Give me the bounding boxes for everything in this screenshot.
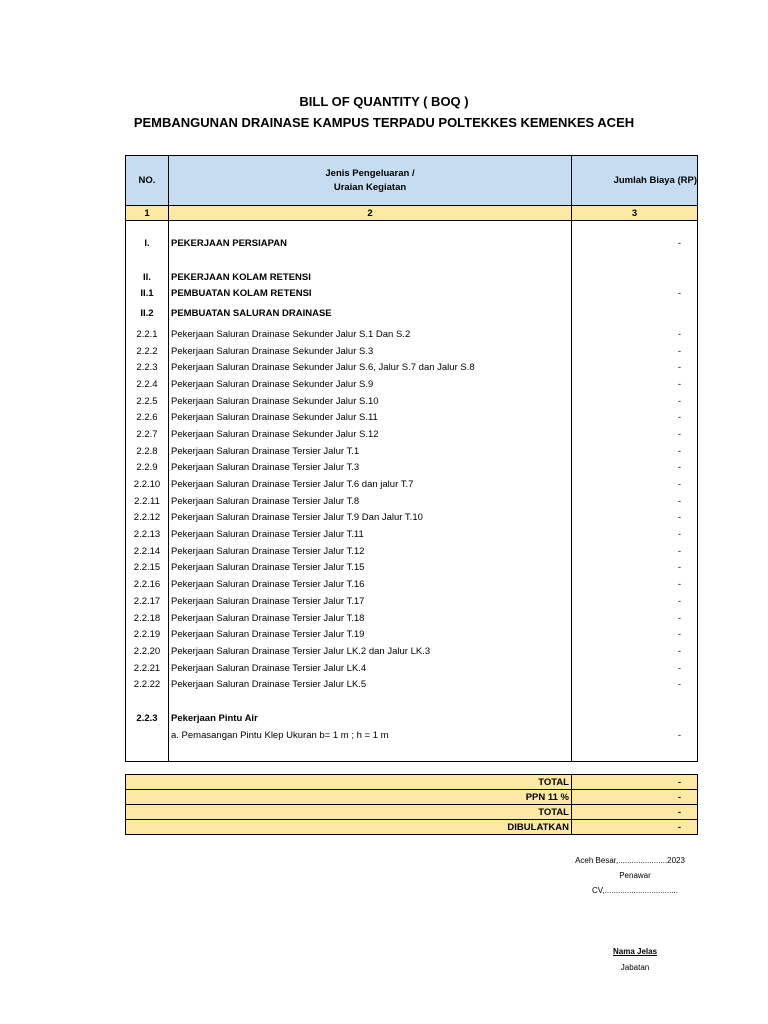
column-number-3: 3	[572, 206, 698, 221]
summary-row	[126, 790, 698, 805]
summary-label: PPN 11 %	[126, 790, 572, 805]
header-description-line1: Jenis Pengeluaran /	[325, 168, 415, 179]
subsection-no: 2.2.3	[126, 711, 169, 728]
table-row	[126, 627, 698, 644]
item-description: Pekerjaan Saluran Drainase Tersier Jalur T.19	[169, 627, 572, 644]
table-row	[126, 393, 698, 410]
spacer-row	[126, 221, 698, 236]
item-number: 2.2.12	[126, 510, 169, 527]
item-amount: -	[572, 644, 698, 661]
item-number: 2.2.4	[126, 377, 169, 394]
subsection-label: Pekerjaan Pintu Air	[169, 711, 572, 728]
column-number-1: 1	[126, 206, 169, 221]
summary-row	[126, 820, 698, 835]
item-description: Pekerjaan Saluran Drainase Sekunder Jalur S.11	[169, 410, 572, 427]
signature-position: Jabatan	[620, 963, 650, 972]
section-label: PEKERJAAN PERSIAPAN	[169, 236, 572, 252]
item-description: Pekerjaan Saluran Drainase Sekunder Jalur S.10	[169, 393, 572, 410]
signature-company: CV,.................................	[592, 886, 678, 895]
boq-table	[125, 155, 698, 762]
item-number: 2.2.17	[126, 594, 169, 611]
item-amount: -	[572, 677, 698, 694]
item-number: 2.2.15	[126, 560, 169, 577]
item-description: Pekerjaan Saluran Drainase Sekunder Jalur S.1 Dan S.2	[169, 327, 572, 344]
table-row	[126, 410, 698, 427]
summary-body	[126, 775, 698, 835]
column-number-2: 2	[169, 206, 572, 221]
item-amount: -	[572, 343, 698, 360]
item-amount: -	[572, 393, 698, 410]
table-row	[126, 427, 698, 444]
subsection-row-saluran-drainase	[126, 302, 698, 327]
item-number: 2.2.10	[126, 477, 169, 494]
item-number: 2.2.11	[126, 493, 169, 510]
item-description: Pekerjaan Saluran Drainase Tersier Jalur LK.2 dan Jalur LK.3	[169, 644, 572, 661]
item-description: Pekerjaan Saluran Drainase Sekunder Jalur S.9	[169, 377, 572, 394]
summary-label: TOTAL	[126, 775, 572, 790]
item-number: 2.2.9	[126, 460, 169, 477]
item-amount: -	[572, 594, 698, 611]
item-amount: -	[572, 527, 698, 544]
item-amount: -	[572, 660, 698, 677]
item-amount: -	[572, 560, 698, 577]
table-row	[126, 377, 698, 394]
spacer-row	[126, 252, 698, 270]
item-number: 2.2.5	[126, 393, 169, 410]
item-amount: -	[572, 327, 698, 344]
signature-name: Nama Jelas	[612, 947, 658, 956]
spacer-row	[126, 694, 698, 711]
table-row	[126, 460, 698, 477]
section-row-kolam-retensi	[126, 270, 698, 286]
table-row	[126, 660, 698, 677]
item-description: Pekerjaan Saluran Drainase Tersier Jalur T.17	[169, 594, 572, 611]
summary-value: -	[572, 790, 698, 805]
item-description: Pekerjaan Saluran Drainase Tersier Jalur T.1	[169, 443, 572, 460]
summary-label: DIBULATKAN	[126, 820, 572, 835]
subsection-no: II.2	[126, 302, 169, 327]
item-number: 2.2.13	[126, 527, 169, 544]
subsection-row-pembuatan-kolam	[126, 286, 698, 302]
item-amount: -	[572, 377, 698, 394]
table-row	[126, 594, 698, 611]
table-row	[126, 443, 698, 460]
summary-row	[126, 775, 698, 790]
item-description: Pekerjaan Saluran Drainase Tersier Jalur T.3	[169, 460, 572, 477]
item-description: Pekerjaan Saluran Drainase Sekunder Jalur S.12	[169, 427, 572, 444]
table-row	[126, 577, 698, 594]
item-description: Pekerjaan Saluran Drainase Tersier Jalur LK.5	[169, 677, 572, 694]
item-description: Pekerjaan Saluran Drainase Tersier Jalur T.12	[169, 543, 572, 560]
signature-place-date: Aceh Besar,......................2023	[575, 856, 685, 865]
header-description-line2: Uraian Kegiatan	[333, 182, 407, 193]
item-description: Pekerjaan Saluran Drainase Tersier Jalur T.18	[169, 610, 572, 627]
item-number: 2.2.8	[126, 443, 169, 460]
table-row	[126, 543, 698, 560]
subsection-no: II.1	[126, 286, 169, 302]
item-description: Pekerjaan Saluran Drainase Tersier Jalur T.8	[169, 493, 572, 510]
subsection-label: PEMBUATAN SALURAN DRAINASE	[169, 302, 572, 327]
table-row	[126, 644, 698, 661]
item-description: Pekerjaan Saluran Drainase Tersier Jalur T.11	[169, 527, 572, 544]
item-number: 2.2.19	[126, 627, 169, 644]
table-row	[126, 677, 698, 694]
subsection-row-pintu-air	[126, 711, 698, 728]
table-row	[126, 493, 698, 510]
item-amount: -	[572, 610, 698, 627]
item-number: 2.2.18	[126, 610, 169, 627]
table-row	[126, 343, 698, 360]
item-amount: -	[572, 360, 698, 377]
item-description: Pekerjaan Saluran Drainase Sekunder Jalur S.3	[169, 343, 572, 360]
item-amount: -	[572, 577, 698, 594]
item-amount: -	[572, 543, 698, 560]
item-description: Pekerjaan Saluran Drainase Tersier Jalur T.15	[169, 560, 572, 577]
item-number: 2.2.22	[126, 677, 169, 694]
summary-row	[126, 805, 698, 820]
document-title: BILL OF QUANTITY ( BOQ )	[299, 94, 469, 109]
section-no: II.	[126, 270, 169, 286]
item-number: 2.2.16	[126, 577, 169, 594]
summary-table	[125, 774, 698, 835]
section-row-persiapan	[126, 236, 698, 252]
item-amount: -	[572, 427, 698, 444]
summary-value: -	[572, 805, 698, 820]
header-amount: Jumlah Biaya (RP)	[572, 156, 698, 206]
item-number: 2.2.14	[126, 543, 169, 560]
item-description: Pekerjaan Saluran Drainase Tersier Jalur T.6 dan jalur T.7	[169, 477, 572, 494]
item-number: 2.2.21	[126, 660, 169, 677]
header-description	[169, 156, 572, 206]
section-amount: -	[572, 236, 698, 252]
item-amount: -	[572, 443, 698, 460]
subsection-amount: -	[572, 286, 698, 302]
item-number: 2.2.7	[126, 427, 169, 444]
table-row	[126, 510, 698, 527]
item-amount: -	[572, 510, 698, 527]
section-label: PEKERJAAN KOLAM RETENSI	[169, 270, 572, 286]
item-description: Pekerjaan Saluran Drainase Tersier Jalur T.16	[169, 577, 572, 594]
item-number: 2.2.20	[126, 644, 169, 661]
document-subtitle: PEMBANGUNAN DRAINASE KAMPUS TERPADU POLTEKKES KEMENKES ACEH	[133, 115, 635, 130]
item-amount: -	[572, 410, 698, 427]
item-amount: -	[572, 627, 698, 644]
table-header-row	[126, 156, 698, 206]
summary-value: -	[572, 775, 698, 790]
item-amount: -	[572, 477, 698, 494]
item-description: Pekerjaan Saluran Drainase Sekunder Jalur S.6, Jalur S.7 dan Jalur S.8	[169, 360, 572, 377]
subsection-label: PEMBUATAN KOLAM RETENSI	[169, 286, 572, 302]
item-row-pintu-klep	[126, 728, 698, 745]
item-amount: -	[572, 460, 698, 477]
table-row	[126, 477, 698, 494]
column-number-row	[126, 206, 698, 221]
item-number: 2.2.2	[126, 343, 169, 360]
header-no: NO.	[126, 156, 169, 206]
summary-value: -	[572, 820, 698, 835]
section-no: I.	[126, 236, 169, 252]
summary-label: TOTAL	[126, 805, 572, 820]
spacer-row	[126, 745, 698, 762]
item-description: a. Pemasangan Pintu Klep Ukuran b= 1 m ; h = 1 m	[169, 728, 572, 745]
signature-role: Penawar	[619, 871, 651, 880]
table-row	[126, 610, 698, 627]
item-description: Pekerjaan Saluran Drainase Tersier Jalur LK.4	[169, 660, 572, 677]
item-number: 2.2.6	[126, 410, 169, 427]
item-number: 2.2.3	[126, 360, 169, 377]
table-row	[126, 560, 698, 577]
table-row	[126, 327, 698, 344]
item-number: 2.2.1	[126, 327, 169, 344]
table-row	[126, 527, 698, 544]
table-row	[126, 360, 698, 377]
item-amount: -	[572, 493, 698, 510]
item-amount: -	[572, 728, 698, 745]
item-description: Pekerjaan Saluran Drainase Tersier Jalur T.9 Dan Jalur T.10	[169, 510, 572, 527]
table-body	[126, 221, 698, 762]
